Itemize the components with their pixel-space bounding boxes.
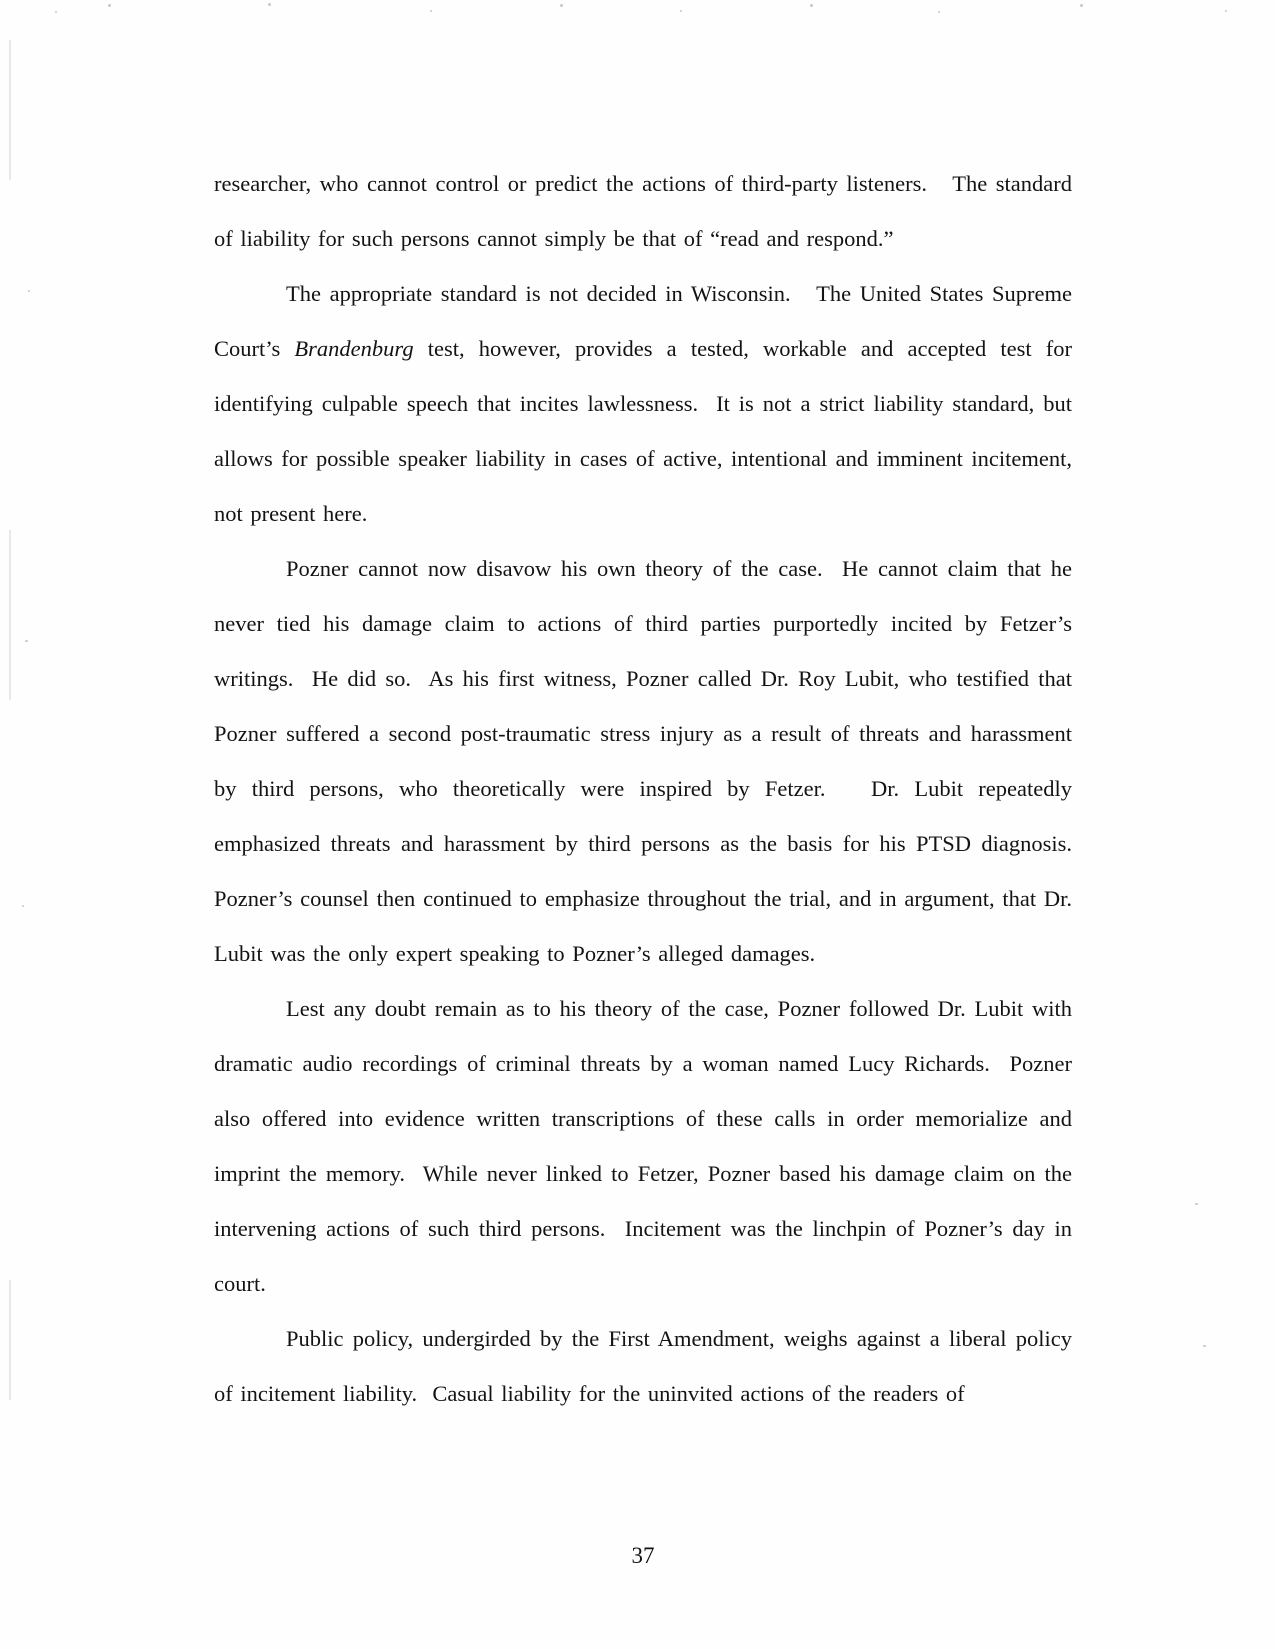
scan-speck	[22, 905, 24, 907]
scan-speck	[1080, 4, 1083, 7]
scan-speck	[810, 4, 813, 7]
scan-speck	[938, 11, 940, 13]
case-name-italic: Brandenburg	[294, 336, 414, 361]
text-run: The appropriate standard is not decided in Wisconsin. The United States Supreme Court’s	[214, 281, 1080, 361]
scan-speck	[108, 4, 111, 7]
text-run: Pozner cannot now disavow his own theory of the case. He cannot claim that he never tied his damage claim to actions of third parties purportedly incited by Fetzer’s writings. He did so. As his first witness, Pozner called Dr. Roy Lubit, who testified that Pozner suffered a second post-traumatic stress injury as a result of threats and harassment by third persons, who theoretically were inspired by Fetzer. Dr. Lubit repeatedly emphasized threats and harassment by third persons as the basis for his PTSD diagnosis. Pozner’s counsel then continued to emphasize throughout the trial, and in argument, that Dr. Lubit was the only expert speaking to Pozner’s alleged damages.	[214, 556, 1088, 966]
scan-edge-artifact	[9, 40, 11, 180]
text-run: researcher, who cannot control or predict the actions of third-party listeners. The standard of liability for such persons cannot simply be that of “read and respond.”	[214, 171, 1080, 251]
paragraph	[214, 156, 1080, 266]
text-run: Public policy, undergirded by the First Amendment, weighs against a liberal policy of incitement liability. Casual liability for the uninvited actions of the readers of	[214, 1326, 1080, 1406]
scan-speck	[680, 10, 682, 12]
scan-speck	[268, 3, 271, 6]
paragraph	[214, 1311, 1080, 1421]
scan-edge-artifact	[9, 1280, 11, 1400]
paragraph	[214, 981, 1080, 1311]
text-run: test, however, provides a tested, workable and accepted test for identifying culpable speech that incites lawlessness. It is not a strict liability standard, but allows for possible speaker liability in cases of active, intentional and imminent incitement, not present here.	[214, 336, 1080, 526]
scan-speck	[1225, 10, 1227, 12]
text-run: Lest any doubt remain as to his theory of the case, Pozner followed Dr. Lubit with dramatic audio recordings of criminal threats by a woman named Lucy Richards. Pozner also offered into evidence written transcriptions of these calls in order memorialize and imprint the memory. While never linked to Fetzer, Pozner based his damage claim on the intervening actions of such third persons. Incitement was the linchpin of Pozner’s day in court.	[214, 996, 1080, 1296]
scan-speck	[560, 4, 563, 7]
scan-edge-artifact	[9, 530, 11, 700]
scan-speck	[55, 11, 57, 13]
paragraph	[214, 266, 1080, 541]
document-body	[214, 156, 1088, 1421]
page-number: 37	[631, 1543, 655, 1568]
scan-speck	[25, 640, 28, 642]
scan-speck	[430, 10, 432, 12]
scan-speck	[1195, 1203, 1198, 1205]
scan-speck	[1203, 1345, 1206, 1347]
paragraph	[214, 541, 1088, 981]
scan-speck	[28, 290, 30, 292]
